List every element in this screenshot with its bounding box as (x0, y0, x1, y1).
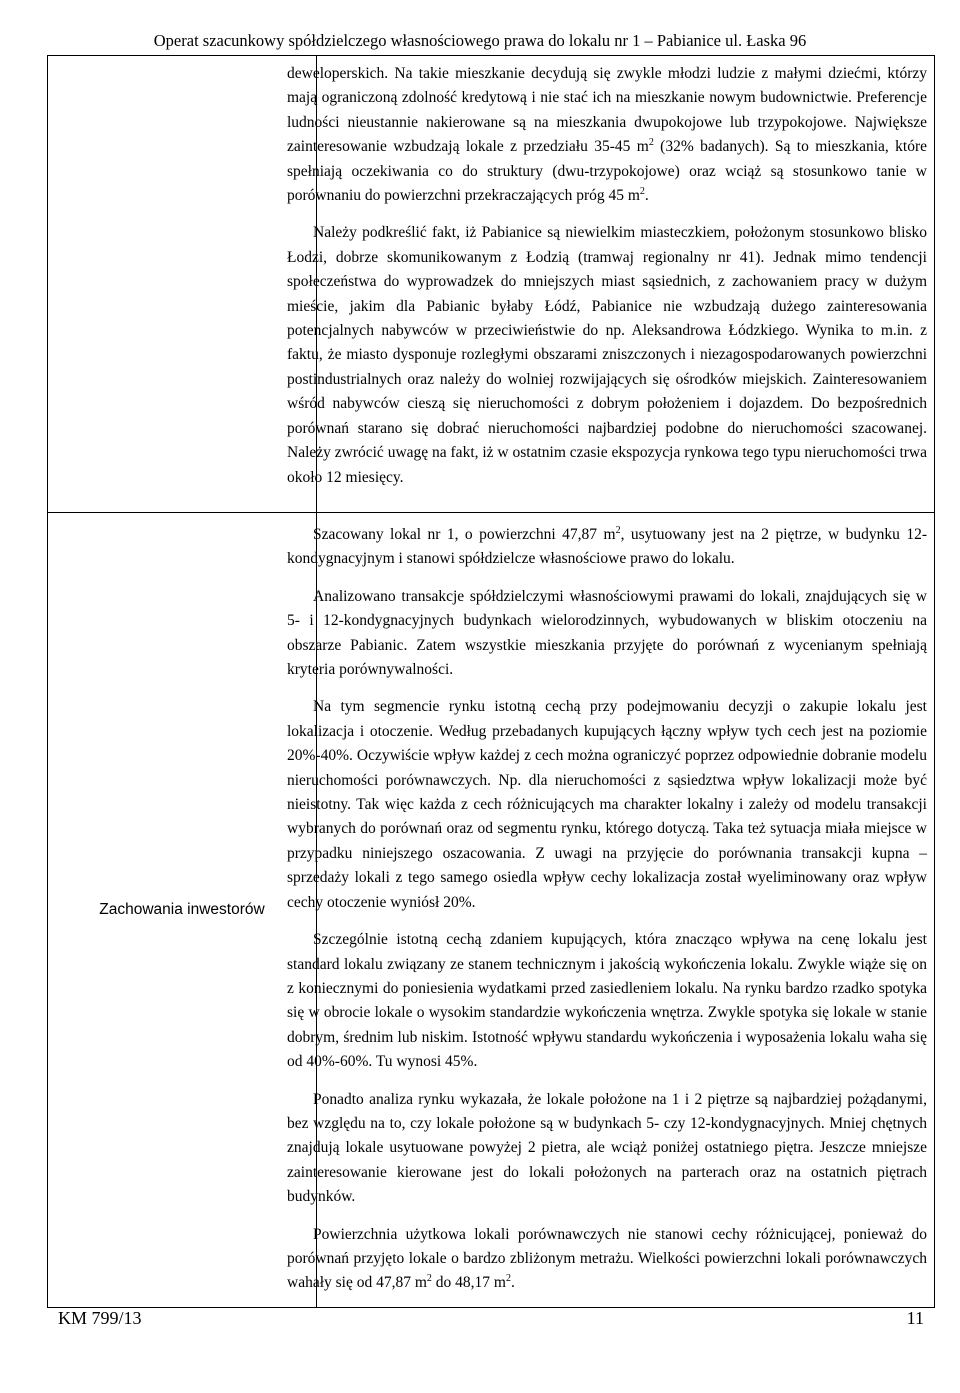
paragraph: Na tym segmencie rynku istotną cechą przy podejmowaniu decyzji o zakupie lokalu jest lokalizacja i otoczenie. Według przebadanych kupujących łączny wpływ tych cech jest na poziomie 20%-40%. Oczywiście wpływ każdej z cech można ograniczyć poprzez odpowiednie dobranie modelu nieruchomości porównawczych. Np. dla nieruchomości z sąsiedztwa wpływ lokalizacji może być nieistotny. Tak więc każda z cech różnicujących ma charakter lokalny i zależy od modelu transakcji wybranych do porównań oraz od segmentu rynku, którego dotyczą. Taka też sytuacja miała miejsce w przypadku niniejszego oszacowania. Z uwagi na przyjęcie do porównania transakcji kupna – sprzedaży lokali z tego samego osiedla wpływ cechy lokalizacja został wyeliminowany oraz wpływ cechy otoczenie wyniósł 20%. (287, 698, 927, 911)
paragraph: Szacowany lokal nr 1, o powierzchni 47,87 $m^2$, usytuowany jest na 2 piętrze, w budynku 12-kondygnacyjnym i stanowi spółdzielcze własnościowe prawo do lokalu. (287, 524, 927, 568)
document-reference: KM 799/13 (58, 1308, 142, 1328)
paragraph: Analizowano transakcje spółdzielczymi własnościowymi prawami do lokali, znajdujących się w 5- i 12-kondygnacyjnych budynkach wielorodzinnych, wybudowanych w bliskim otoczeniu na obszarze Pabianic. Zatem wszystkie mieszkania przyjęte do porównań z wycenianym spełniają kryteria porównywalności. (287, 587, 927, 679)
paragraph: Należy podkreślić fakt, iż Pabianice są niewielkim miasteczkiem, położonym stosunkowo blisko Łodzi, dobrze skomunikowanym z Łodzią (tramwaj regionalny nr 41). Jednak mimo tendencji społeczeństwa do wyprowadzek do mniejszych miast sąsiednich, z zachowaniem pracy w dużym mieście, jakim dla Pabianic byłaby Łódź, Pabianice nie wzbudzają dużego zainteresowania potencjalnych nabywców w przeciwieństwie do np. Aleksandrowa Łódzkiego. Wynika to m.in. z faktu, że miasto dysponuje rozległymi obszarami zniszczonych i niezagospodarowanych powierzchni postindustrialnych oraz należy do wolniej rozwijających się ośrodków miejskich. Zainteresowaniem wśród nabywców cieszą się nieruchomości z dobrym położeniem i dojazdem. Do bezpośrednich porównań starano się dobrać nieruchomości najbardziej podobne do nieruchomości szacowanej. Należy zwrócić uwagę na fakt, iż w ostatnim czasie ekspozycja rynkowa tego typu nieruchomości trwa około 12 miesięcy. (287, 224, 927, 486)
investor-behaviour-cell (287, 523, 927, 1309)
page-number: 11 (906, 1308, 924, 1328)
section-label-cell (48, 513, 316, 1307)
market-text-cell (287, 62, 927, 503)
paragraph: Powierzchnia użytkowa lokali porównawczych nie stanowi cechy różnicującej, ponieważ do porównań przyjęto lokale o bardzo zbliżonym metrażu. Wielkości powierzchni lokali porównawczych wahały się od 47,87 $m^2$ do 48,17 $m^2$. (287, 1225, 927, 1292)
paragraph: Szczególnie istotną cechą zdaniem kupujących, która znacząco wpływa na cenę lokalu jest standard lokalu związany ze stanem technicznym i jakością wykończenia lokalu. Zwykle wiąże się on z koniecznymi do poniesienia wydatkami przed zasiedleniem lokalu. Na rynku bardzo rzadko spotyka się w obrocie lokale o wysokim standardzie wykończenia wnętrza. Zwykle spotyka się lokale w stanie dobrym, średnim lub niskim. Istotność wpływu standardu wykończenia i wyposażenia lokalu waha się od 40%-60%. Tu wynosi 45%. (287, 931, 927, 1071)
section-label: Zachowania inwestorów (99, 901, 265, 918)
paragraph: Ponadto analiza rynku wykazała, że lokale położone na 1 i 2 piętrze są najbardziej pożądanymi, bez względu na to, czy lokale położone są w budynkach 5- czy 12-kondygnacyjnych. Mniej chętnych znajdują lokale usytuowane powyżej 2 pietra, ale wciąż poniżej ostatniego piętra. Jeszcze mniejsze zainteresowanie kierowane jest do lokali położonych na parterach oraz na ostatnich piętrach budynków. (287, 1090, 927, 1206)
page-header: Operat szacunkowy spółdzielczego własnościowego prawa do lokalu nr 1 – Pabianice ul. Łaska 96 (153, 31, 807, 50)
content-table (47, 55, 935, 1308)
paragraph: deweloperskich. Na takie mieszkanie decydują się zwykle młodzi ludzie z małymi dziećmi, którzy mają ograniczoną zdolność kredytową i nie stać ich na mieszkanie nowym budownictwie. Preferencje ludności nieustannie nakierowane są na mieszkania dwupokojowe lub trzypokojowe. Największe zainteresowanie wzbudzają lokale z przedziału 35-45 $m^2$ (32% badanych). Są to mieszkania, które spełniają oczekiwania co do struktury (dwu-trzypokojowe) oraz wciąż są stosunkowo tanie w porównaniu do powierzchni przekraczających próg 45 $m^2$. (287, 65, 927, 205)
